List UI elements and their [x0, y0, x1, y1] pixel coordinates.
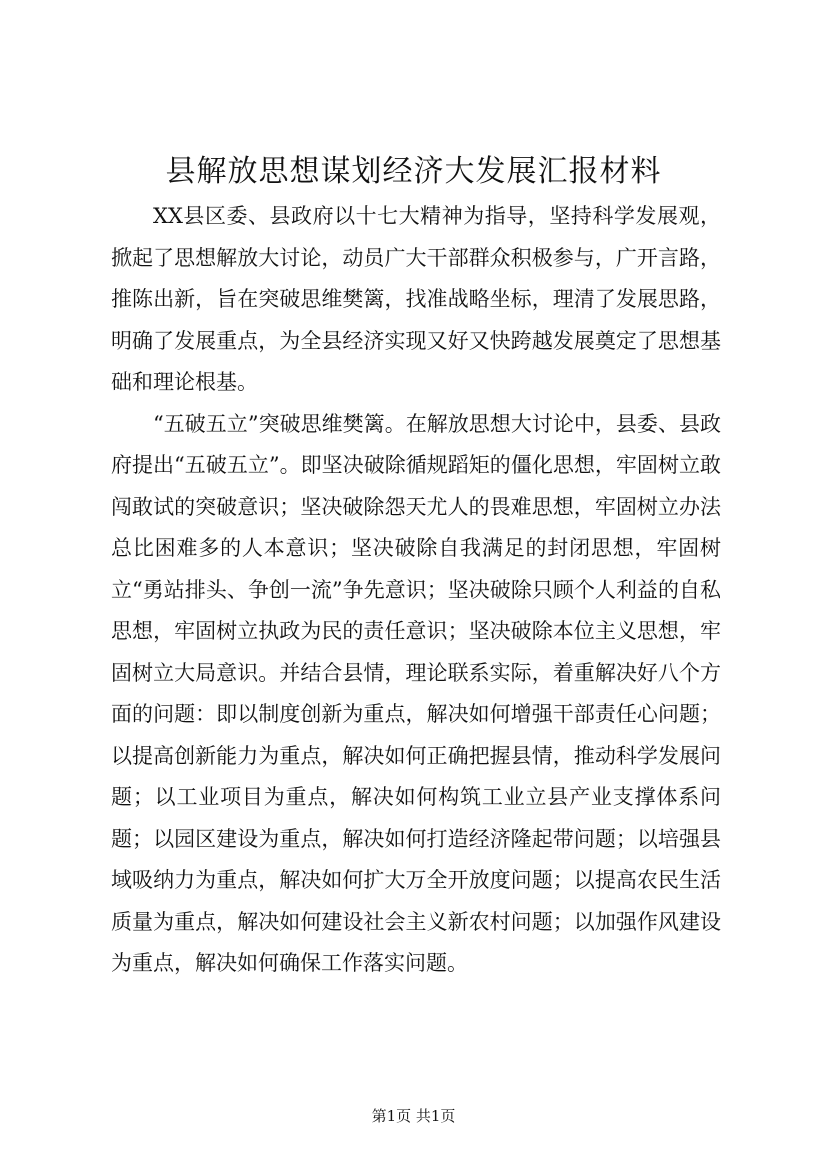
paragraph-1: XX县区委、县政府以十七大精神为指导，坚持科学发展观，掀起了思想解放大讨论，动员广大干部群众积极参与，广开言路，推陈出新，旨在突破思维樊篱，找准战略坐标，理清了发展思路，明确了发展重点，为全县经济实现又好又快跨越发展奠定了思想基础和理论根基。 — [111, 204, 721, 394]
page-footer: 第1页 共1页 — [371, 1107, 456, 1125]
document-title: 县解放思想谋划经济大发展汇报材料 — [165, 154, 662, 189]
document-body — [111, 196, 721, 985]
paragraph-2: “五破五立”突破思维樊篱。在解放思想大讨论中，县委、县政府提出“五破五立”。即坚决破除循规蹈矩的僵化思想，牢固树立敢闯敢试的突破意识；坚决破除怨天尤人的畏难思想，牢固树立办法总比困难多的人本意识；坚决破除自我满足的封闭思想，牢固树立“勇站排头、争创一流”争先意识；坚决破除只顾个人利益的自私思想，牢固树立执政为民的责任意识；坚决破除本位主义思想，牢固树立大局意识。并结合县情，理论联系实际，着重解决好八个方面的问题：即以制度创新为重点，解决如何增强干部责任心问题；以提高创新能力为重点，解决如何正确把握县情，推动科学发展问题；以工业项目为重点，解决如何构筑工业立县产业支撑体系问题；以园区建设为重点，解决如何打造经济隆起带问题；以培强县域吸纳力为重点，解决如何扩大万全开放度问题；以提高农民生活质量为重点，解决如何建设社会主义新农村问题；以加强作风建设为重点，解决如何确保工作落实问题。 — [111, 411, 721, 975]
